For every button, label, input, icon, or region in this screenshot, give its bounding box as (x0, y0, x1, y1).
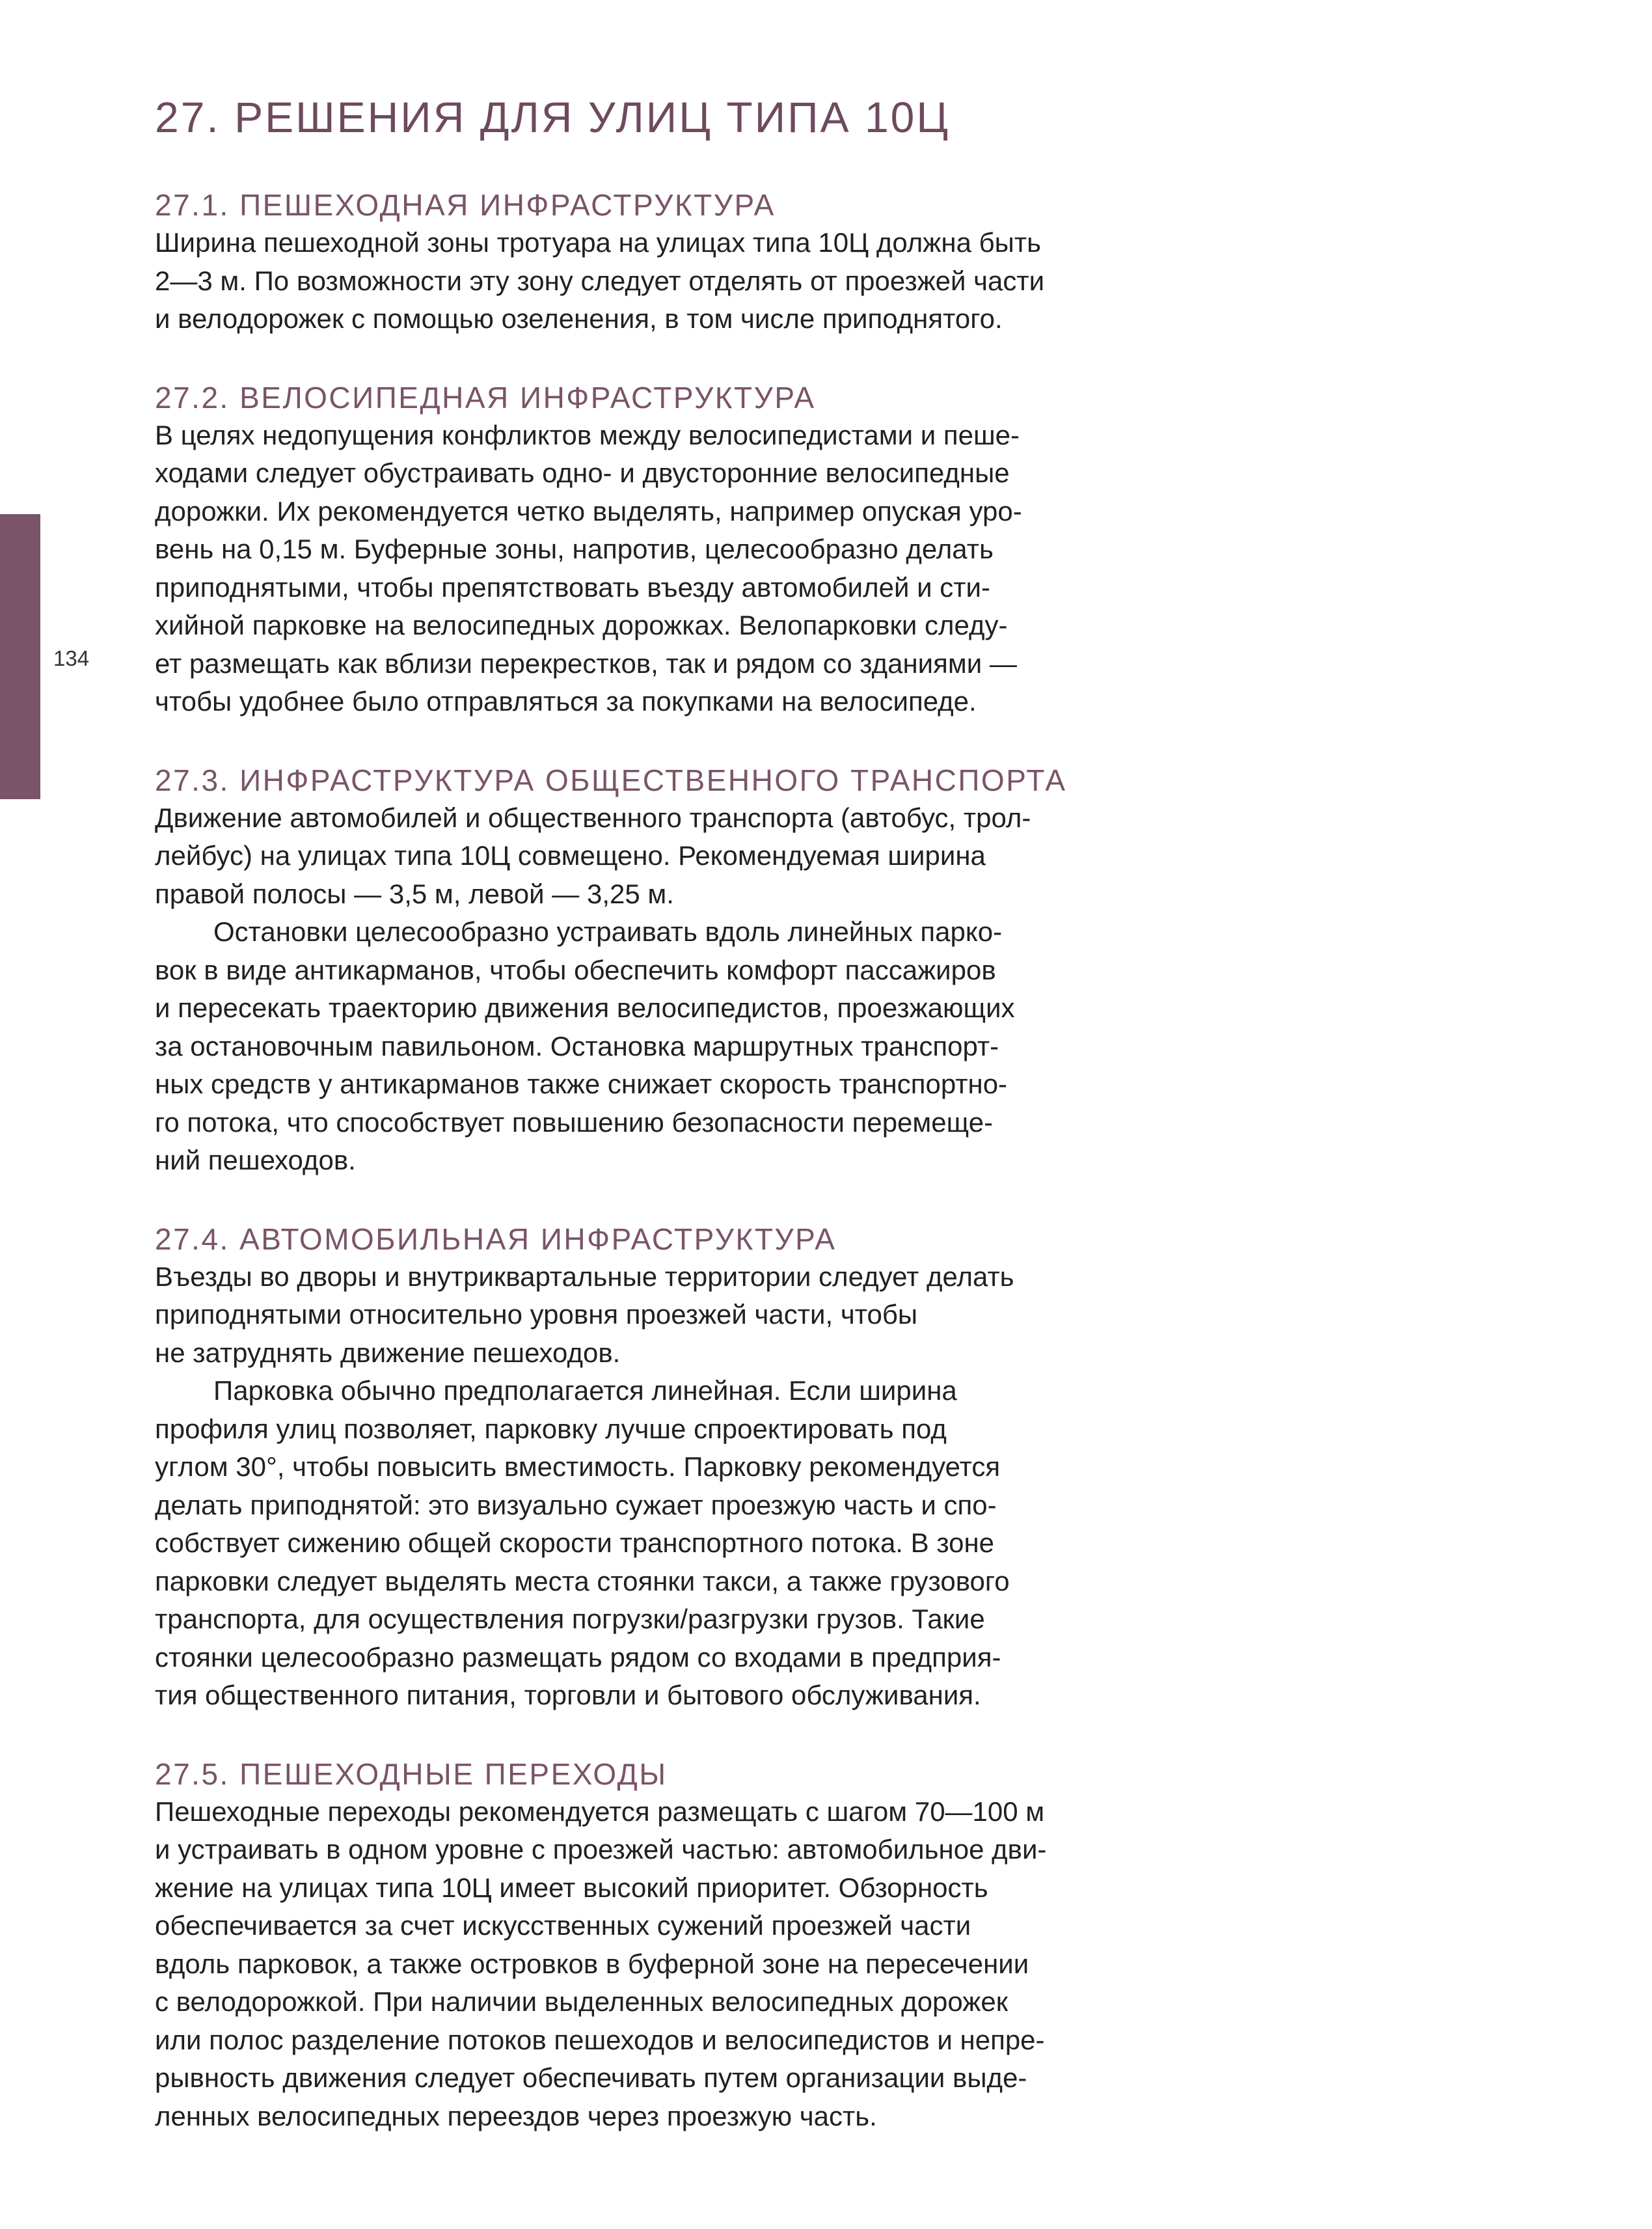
text-line: тия общественного питания, торговли и бытового обслуживания. (155, 1680, 981, 1710)
text-line: собствует сижению общей скорости транспортного потока. В зоне (155, 1527, 995, 1558)
section-pedestrian-crossings (155, 1755, 1183, 2136)
paragraph (155, 1258, 1183, 1373)
paragraph (155, 224, 1183, 338)
text-line: Остановки целесообразно устраивать вдоль линейных парко- (213, 916, 1003, 947)
section-pedestrian-infrastructure (155, 186, 1183, 338)
text-line: транспорта, для осуществления погрузки/разгрузки грузов. Такие (155, 1604, 985, 1634)
text-line: за остановочным павильоном. Остановка маршрутных транспорт- (155, 1030, 999, 1061)
text-line: чтобы удобнее было отправляться за покупками на велосипеде. (155, 686, 977, 717)
text-line: и пересекать траекторию движения велосипедистов, проезжающих (155, 992, 1015, 1023)
section-title: 27.3. ИНФРАСТРУКТУРА ОБЩЕСТВЕННОГО ТРАНСПОРТА (155, 763, 1067, 797)
text-line: Пешеходные переходы рекомендуется размещать с шагом 70—100 м (155, 1796, 1045, 1827)
text-line: обеспечивается за счет искусственных сужений проезжей части (155, 1910, 971, 1941)
text-line: го потока, что способствует повышению безопасности перемеще- (155, 1106, 994, 1138)
page-number: 134 (53, 646, 90, 670)
text-line: не затруднять движение пешеходов. (155, 1337, 621, 1368)
text-line: стоянки целесообразно размещать рядом со входами в предприя- (155, 1641, 1001, 1673)
section-title: 27.1. ПЕШЕХОДНАЯ ИНФРАСТРУКТУРА (155, 188, 776, 222)
text-line: В целях недопущения конфликтов между велосипедистами и пеше- (155, 419, 1020, 450)
text-line: или полос разделение потоков пешеходов и велосипедистов и непре- (155, 2024, 1045, 2055)
text-line: вдоль парковок, а также островков в буферной зоне на пересечении (155, 1948, 1029, 1979)
side-tab-marker (0, 514, 40, 799)
text-line: делать приподнятой: это визуально сужает проезжую часть и спо- (155, 1489, 997, 1520)
section-bicycle-infrastructure (155, 379, 1183, 721)
text-line: Ширина пешеходной зоны тротуара на улицах типа 10Ц должна быть (155, 227, 1041, 258)
text-line: приподнятыми, чтобы препятствовать въезду автомобилей и сти- (155, 571, 990, 603)
chapter-title: 27. РЕШЕНИЯ ДЛЯ УЛИЦ ТИПА 10Ц (155, 93, 951, 141)
paragraph (155, 1793, 1183, 2136)
section-title: 27.5. ПЕШЕХОДНЫЕ ПЕРЕХОДЫ (155, 1757, 668, 1791)
text-line: 2—3 м. По возможности эту зону следует отделять от проезжей части (155, 265, 1045, 296)
text-line: лейбус) на улицах типа 10Ц совмещено. Рекомендуемая ширина (155, 840, 986, 871)
text-line: парковки следует выделять места стоянки такси, а также грузового (155, 1565, 1010, 1596)
text-line: Въезды во дворы и внутриквартальные территории следует делать (155, 1261, 1014, 1292)
text-line: ет размещать как вблизи перекрестков, так и рядом со зданиями — (155, 648, 1017, 679)
text-line: ленных велосипедных переездов через проезжую часть. (155, 2100, 877, 2131)
text-line: ний пешеходов. (155, 1145, 356, 1175)
section-public-transport-infrastructure (155, 761, 1183, 1180)
text-line: хийной парковке на велосипедных дорожках. Велопарковки следу- (155, 610, 1008, 640)
text-line: и велодорожек с помощью озеленения, в том числе приподнятого. (155, 303, 1003, 334)
text-line: приподнятыми относительно уровня проезжей части, чтобы (155, 1299, 918, 1330)
paragraph (155, 799, 1183, 914)
section-automobile-infrastructure (155, 1220, 1183, 1715)
paragraph (155, 417, 1183, 721)
section-title: 27.4. АВТОМОБИЛЬНАЯ ИНФРАСТРУКТУРА (155, 1222, 837, 1256)
text-line: Парковка обычно предполагается линейная. Если ширина (213, 1375, 957, 1406)
text-line: с велодорожкой. При наличии выделенных велосипедных дорожек (155, 1986, 1009, 2017)
paragraph (155, 1372, 1183, 1715)
page-content (155, 90, 1183, 2176)
text-line: вень на 0,15 м. Буферные зоны, напротив, целесообразно делать (155, 534, 994, 564)
text-line: углом 30°, чтобы повысить вместимость. Парковку рекомендуется (155, 1451, 1001, 1482)
text-line: профиля улиц позволяет, парковку лучше спроектировать под (155, 1413, 947, 1444)
section-title: 27.2. ВЕЛОСИПЕДНАЯ ИНФРАСТРУКТУРА (155, 380, 816, 415)
text-line: Движение автомобилей и общественного транспорта (автобус, трол- (155, 802, 1031, 833)
text-line: ных средств у антикарманов также снижает скорость транспортно- (155, 1069, 1008, 1099)
text-line: и устраивать в одном уровне с проезжей частью: автомобильное дви- (155, 1834, 1047, 1865)
text-line: ходами следует обустраивать одно- и двусторонние велосипедные (155, 458, 1010, 488)
text-line: жение на улицах типа 10Ц имеет высокий приоритет. Обзорность (155, 1872, 988, 1903)
paragraph (155, 913, 1183, 1180)
text-line: вок в виде антикарманов, чтобы обеспечить комфорт пассажиров (155, 954, 996, 985)
text-line: правой полосы — 3,5 м, левой — 3,25 м. (155, 878, 674, 909)
text-line: рывность движения следует обеспечивать путем организации выде- (155, 2062, 1027, 2093)
text-line: дорожки. Их рекомендуется четко выделять, например опуская уро- (155, 495, 1022, 526)
